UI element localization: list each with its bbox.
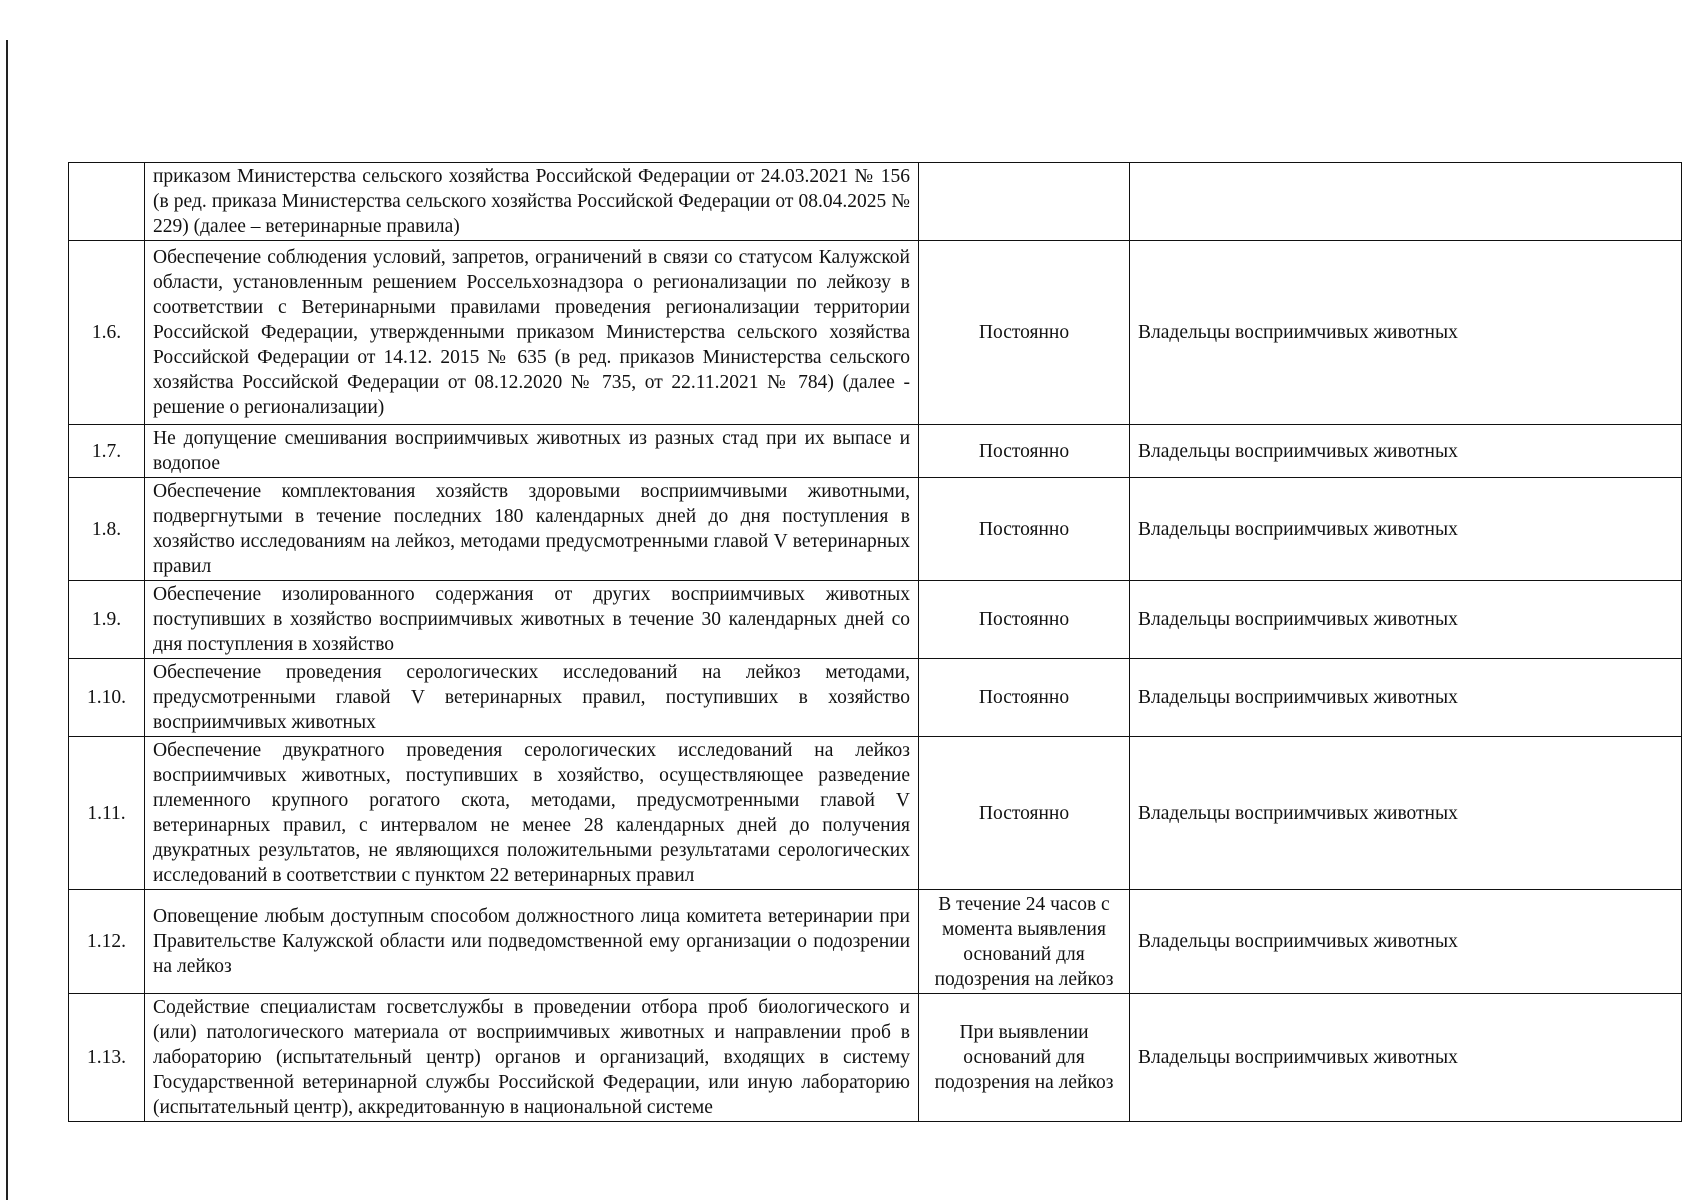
responsible-cell: Владельцы восприимчивых животных [1130, 425, 1682, 478]
row-number [69, 163, 145, 241]
term-cell: Постоянно [919, 581, 1130, 659]
responsible-cell: Владельцы восприимчивых животных [1130, 581, 1682, 659]
row-number: 1.10. [69, 659, 145, 737]
table-row [69, 478, 1682, 581]
table-row [69, 163, 1682, 241]
table-row [69, 890, 1682, 994]
responsible-cell: Владельцы восприимчивых животных [1130, 994, 1682, 1122]
measure-text: Обеспечение соблюдения условий, запретов, ограничений в связи со статусом Калужской области, установленным решением Россельхознадзора о регионализации по лейкозу в соответствии с Ветеринарными правилами проведения регионализации территории Российской Федерации, утвержденными приказом Министерства сельского хозяйства Российской Федерации от 14.12. 2015 № 635 (в ред. приказов Министерства сельского хозяйства Российской Федерации от 08.12.2020 № 735, от 22.11.2021 № 784) (далее - решение о регионализации) [145, 241, 919, 425]
responsible-cell: Владельцы восприимчивых животных [1130, 737, 1682, 890]
table-row [69, 241, 1682, 425]
row-number: 1.9. [69, 581, 145, 659]
measure-text: Обеспечение изолированного содержания от других восприимчивых животных поступивших в хозяйство восприимчивых животных в течение 30 календарных дней со дня поступления в хозяйство [145, 581, 919, 659]
row-number: 1.13. [69, 994, 145, 1122]
measure-text: Не допущение смешивания восприимчивых животных из разных стад при их выпасе и водопое [145, 425, 919, 478]
responsible-cell: Владельцы восприимчивых животных [1130, 241, 1682, 425]
term-cell: Постоянно [919, 478, 1130, 581]
term-cell: В течение 24 часов с момента выявления оснований для подозрения на лейкоз [919, 890, 1130, 994]
term-cell: Постоянно [919, 737, 1130, 890]
measure-text: приказом Министерства сельского хозяйства Российской Федерации от 24.03.2021 № 156 (в ред. приказа Министерства сельского хозяйства Российской Федерации от 08.04.2025 № 229) (далее – ветеринарные правила) [145, 163, 919, 241]
term-cell: Постоянно [919, 241, 1130, 425]
responsible-cell: Владельцы восприимчивых животных [1130, 890, 1682, 994]
measure-text: Обеспечение комплектования хозяйств здоровыми восприимчивыми животными, подвергнутыми в течение последних 180 календарных дней до дня поступления в хозяйство исследованиям на лейкоз, методами предусмотренными главой V ветеринарных правил [145, 478, 919, 581]
row-number: 1.7. [69, 425, 145, 478]
measure-text: Обеспечение двукратного проведения серологических исследований на лейкоз восприимчивых животных, поступивших в хозяйство, осуществляющее разведение племенного крупного рогатого скота, методами, предусмотренными главой V ветеринарных правил, с интервалом не менее 28 календарных дней до получения двукратных результатов, не являющихся положительными результатами серологических исследований в соответствии с пунктом 22 ветеринарных правил [145, 737, 919, 890]
measure-text: Содействие специалистам госветслужбы в проведении отбора проб биологического и (или) патологического материала от восприимчивых животных и направлении проб в лабораторию (испытательный центр) органов и организаций, входящих в систему Государственной ветеринарной службы Российской Федерации, или иную лабораторию (испытательный центр), аккредитованную в национальной системе [145, 994, 919, 1122]
table-row [69, 425, 1682, 478]
row-number: 1.12. [69, 890, 145, 994]
term-cell [919, 163, 1130, 241]
measure-text: Оповещение любым доступным способом должностного лица комитета ветеринарии при Правительстве Калужской области или подведомственной ему организации о подозрении на лейкоз [145, 890, 919, 994]
row-number: 1.8. [69, 478, 145, 581]
responsible-cell: Владельцы восприимчивых животных [1130, 659, 1682, 737]
scan-border-line [6, 40, 8, 1200]
term-cell: При выявлении оснований для подозрения на лейкоз [919, 994, 1130, 1122]
responsible-cell: Владельцы восприимчивых животных [1130, 478, 1682, 581]
table-row [69, 581, 1682, 659]
table-row [69, 737, 1682, 890]
term-cell: Постоянно [919, 659, 1130, 737]
term-cell: Постоянно [919, 425, 1130, 478]
table-row [69, 659, 1682, 737]
measures-table [68, 162, 1682, 1122]
row-number: 1.11. [69, 737, 145, 890]
measure-text: Обеспечение проведения серологических исследований на лейкоз методами, предусмотренными главой V ветеринарных правил, поступивших в хозяйство восприимчивых животных [145, 659, 919, 737]
row-number: 1.6. [69, 241, 145, 425]
table-row [69, 994, 1682, 1122]
responsible-cell [1130, 163, 1682, 241]
